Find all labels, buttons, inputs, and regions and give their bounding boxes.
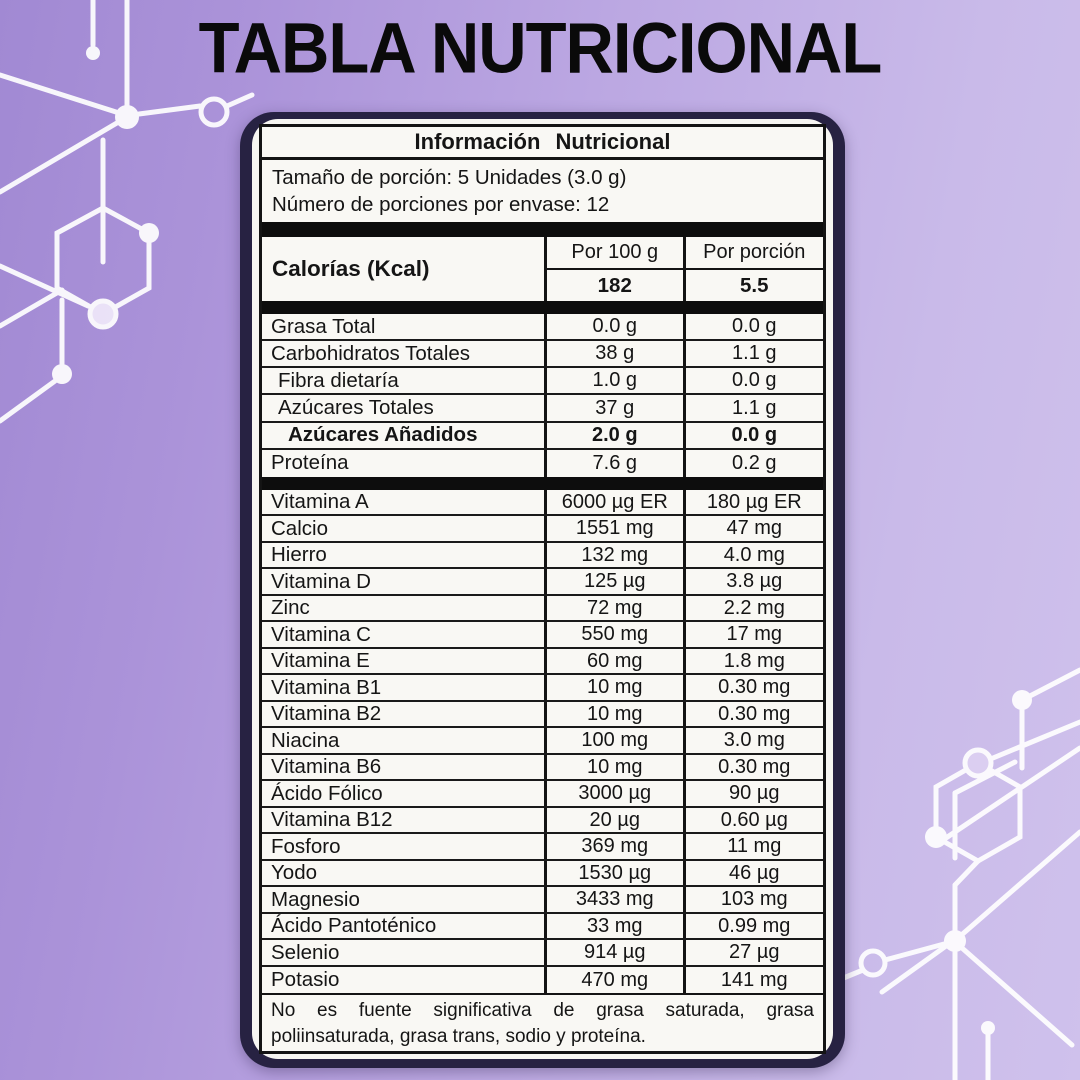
- footnote: No es fuente significativa de grasa saturada, grasa poliinsaturada, grasa trans, sodio y proteína.: [262, 993, 823, 1051]
- value-per-serving: 103 mg: [720, 888, 788, 911]
- column-header-per-serving: Por porción: [686, 237, 823, 270]
- value-per100: 20 µg: [547, 808, 686, 833]
- table-row: [262, 341, 823, 368]
- table-row: [262, 314, 823, 341]
- label-header: Información Nutricional: [262, 127, 823, 160]
- nutrition-label-paper: [252, 119, 833, 1059]
- nutrient-name: Niacina: [262, 728, 547, 752]
- macronutrient-rows: [262, 314, 823, 477]
- value-per-serving: 141 mg: [720, 968, 788, 991]
- table-row: [262, 516, 823, 543]
- value-per-serving: 0.60 µg: [720, 808, 788, 831]
- value-per-serving: 0.30 mg: [718, 676, 791, 699]
- value-per-serving: 17 mg: [726, 623, 783, 646]
- nutrient-name: Vitamina E: [262, 649, 547, 674]
- nutrient-name: Vitamina D: [262, 569, 547, 594]
- value-per-serving: 1.1 g: [732, 342, 777, 365]
- nutrition-table: [259, 124, 826, 1054]
- node-dot-icon: [925, 826, 947, 848]
- value-per100: 470 mg: [547, 967, 686, 994]
- value-per-serving: 0.99 mg: [718, 914, 791, 937]
- node-ring-icon: [201, 99, 227, 125]
- nutrient-name: Proteína: [262, 450, 547, 477]
- nutrient-name: Fibra dietaría: [262, 368, 547, 393]
- nutrient-name: Ácido Pantoténico: [262, 914, 547, 939]
- value-per-serving: 1.1 g: [732, 396, 777, 419]
- value-per-serving: 0.2 g: [732, 451, 777, 474]
- hexagon-icon: [57, 208, 149, 314]
- value-per100: 1551 mg: [547, 516, 686, 541]
- table-row: [262, 423, 823, 450]
- calories-section: [262, 237, 823, 301]
- per100-column: [547, 237, 686, 301]
- table-row: [262, 728, 823, 754]
- value-per-serving: 27 µg: [729, 941, 780, 964]
- table-row: [262, 450, 823, 477]
- node-ring-icon: [90, 301, 116, 327]
- value-per100: 550 mg: [547, 622, 686, 647]
- value-per-serving: 90 µg: [729, 782, 780, 805]
- page-title: TABLA NUTRICIONAL: [198, 8, 882, 89]
- value-per100: 369 mg: [547, 834, 686, 859]
- value-per100: 10 mg: [547, 675, 686, 700]
- divider-bar: [262, 477, 823, 490]
- value-per100: 33 mg: [547, 914, 686, 939]
- node-dot-icon: [139, 223, 159, 243]
- value-per-serving: 0.0 g: [732, 315, 777, 338]
- value-per100: 2.0 g: [547, 423, 686, 448]
- nutrient-name: Fosforo: [262, 834, 547, 859]
- nutrient-name: Grasa Total: [262, 314, 547, 339]
- nutrient-name: Vitamina C: [262, 622, 547, 647]
- value-per100: 1530 µg: [547, 861, 686, 886]
- value-per-serving: 0.0 g: [732, 369, 777, 392]
- hexagon-icon: [936, 763, 1020, 861]
- value-per-serving: 4.0 mg: [723, 543, 785, 566]
- node-dot-icon: [1012, 690, 1032, 710]
- value-per-serving: 0.0 g: [731, 423, 778, 446]
- value-per-serving: 0.30 mg: [718, 755, 791, 778]
- table-row: [262, 887, 823, 914]
- column-header-per100: Por 100 g: [547, 237, 683, 270]
- value-per100: 10 mg: [547, 702, 686, 727]
- node-dot-icon: [944, 930, 966, 952]
- nutrition-label-card: [240, 112, 845, 1068]
- value-per100: 38 g: [547, 341, 686, 366]
- node-dot-icon: [115, 105, 139, 129]
- value-per100: 1.0 g: [547, 368, 686, 393]
- value-per100: 10 mg: [547, 755, 686, 780]
- serving-size: Tamaño de porción: 5 Unidades (3.0 g): [272, 166, 627, 189]
- table-row: [262, 940, 823, 967]
- value-per100: 7.6 g: [547, 450, 686, 477]
- nutrient-name: Vitamina B2: [262, 702, 547, 727]
- table-row: [262, 755, 823, 782]
- per-serving-column: [686, 237, 823, 301]
- calories-per-serving: 5.5: [740, 273, 769, 297]
- value-per100: 125 µg: [547, 569, 686, 594]
- value-per-serving: 3.0 mg: [723, 729, 785, 752]
- table-row: [262, 702, 823, 729]
- node-dot-icon: [981, 1021, 995, 1035]
- value-per-serving: 3.8 µg: [726, 570, 783, 593]
- table-row: [262, 395, 823, 422]
- value-per-serving: 11 mg: [727, 835, 782, 858]
- table-row: [262, 967, 823, 994]
- nutrient-name: Azúcares Totales: [262, 395, 547, 420]
- calories-per100: 182: [597, 273, 632, 297]
- value-per100: 6000 µg ER: [547, 490, 686, 514]
- value-per-serving: 46 µg: [729, 861, 780, 884]
- nutrient-name: Ácido Fólico: [262, 781, 547, 806]
- nutrient-name: Potasio: [262, 967, 547, 994]
- servings-per-container: Número de porciones por envase: 12: [272, 193, 610, 217]
- value-per100: 37 g: [547, 395, 686, 420]
- table-row: [262, 808, 823, 835]
- nutrient-name: Hierro: [262, 543, 547, 568]
- node-dot-icon: [52, 364, 72, 384]
- table-row: [262, 490, 823, 516]
- divider-bar: [262, 222, 823, 237]
- nutrient-name: Carbohidratos Totales: [262, 341, 547, 366]
- value-per100: 100 mg: [547, 728, 686, 752]
- nutrient-name: Vitamina B12: [262, 808, 547, 833]
- table-row: [262, 834, 823, 861]
- value-per100: 132 mg: [547, 543, 686, 568]
- table-row: [262, 675, 823, 702]
- table-row: [262, 596, 823, 623]
- nutrient-name: Vitamina B6: [262, 755, 547, 780]
- value-per100: 0.0 g: [547, 314, 686, 339]
- value-per100: 72 mg: [547, 596, 686, 621]
- table-row: [262, 543, 823, 570]
- micronutrient-rows: [262, 490, 823, 993]
- divider-bar: [262, 301, 823, 314]
- nutrient-name: Calcio: [262, 516, 547, 541]
- table-row: [262, 781, 823, 808]
- value-per100: 3433 mg: [547, 887, 686, 912]
- value-per-serving: 180 µg ER: [706, 490, 802, 513]
- value-per-serving: 2.2 mg: [723, 596, 785, 619]
- calories-label: Calorías (Kcal): [262, 237, 547, 301]
- table-row: [262, 622, 823, 649]
- table-row: [262, 569, 823, 596]
- value-per-serving: 0.30 mg: [718, 702, 791, 725]
- table-row: [262, 861, 823, 888]
- table-row: [262, 914, 823, 941]
- table-row: [262, 649, 823, 676]
- value-per100: 60 mg: [547, 649, 686, 674]
- value-per-serving: 1.8 mg: [723, 649, 785, 672]
- table-row: [262, 368, 823, 395]
- nutrient-name: Vitamina A: [262, 490, 547, 514]
- nutrient-name: Yodo: [262, 861, 547, 886]
- nutrient-name: Vitamina B1: [262, 675, 547, 700]
- nutrient-name: Magnesio: [262, 887, 547, 912]
- serving-info: [262, 160, 823, 222]
- value-per100: 914 µg: [547, 940, 686, 965]
- nutrient-name: Selenio: [262, 940, 547, 965]
- nutrient-name: Zinc: [262, 596, 547, 621]
- node-ring-icon: [965, 750, 991, 776]
- node-ring-icon: [861, 951, 885, 975]
- value-per100: 3000 µg: [547, 781, 686, 806]
- nutrient-name: Azúcares Añadidos: [262, 423, 547, 448]
- value-per-serving: 47 mg: [726, 517, 783, 540]
